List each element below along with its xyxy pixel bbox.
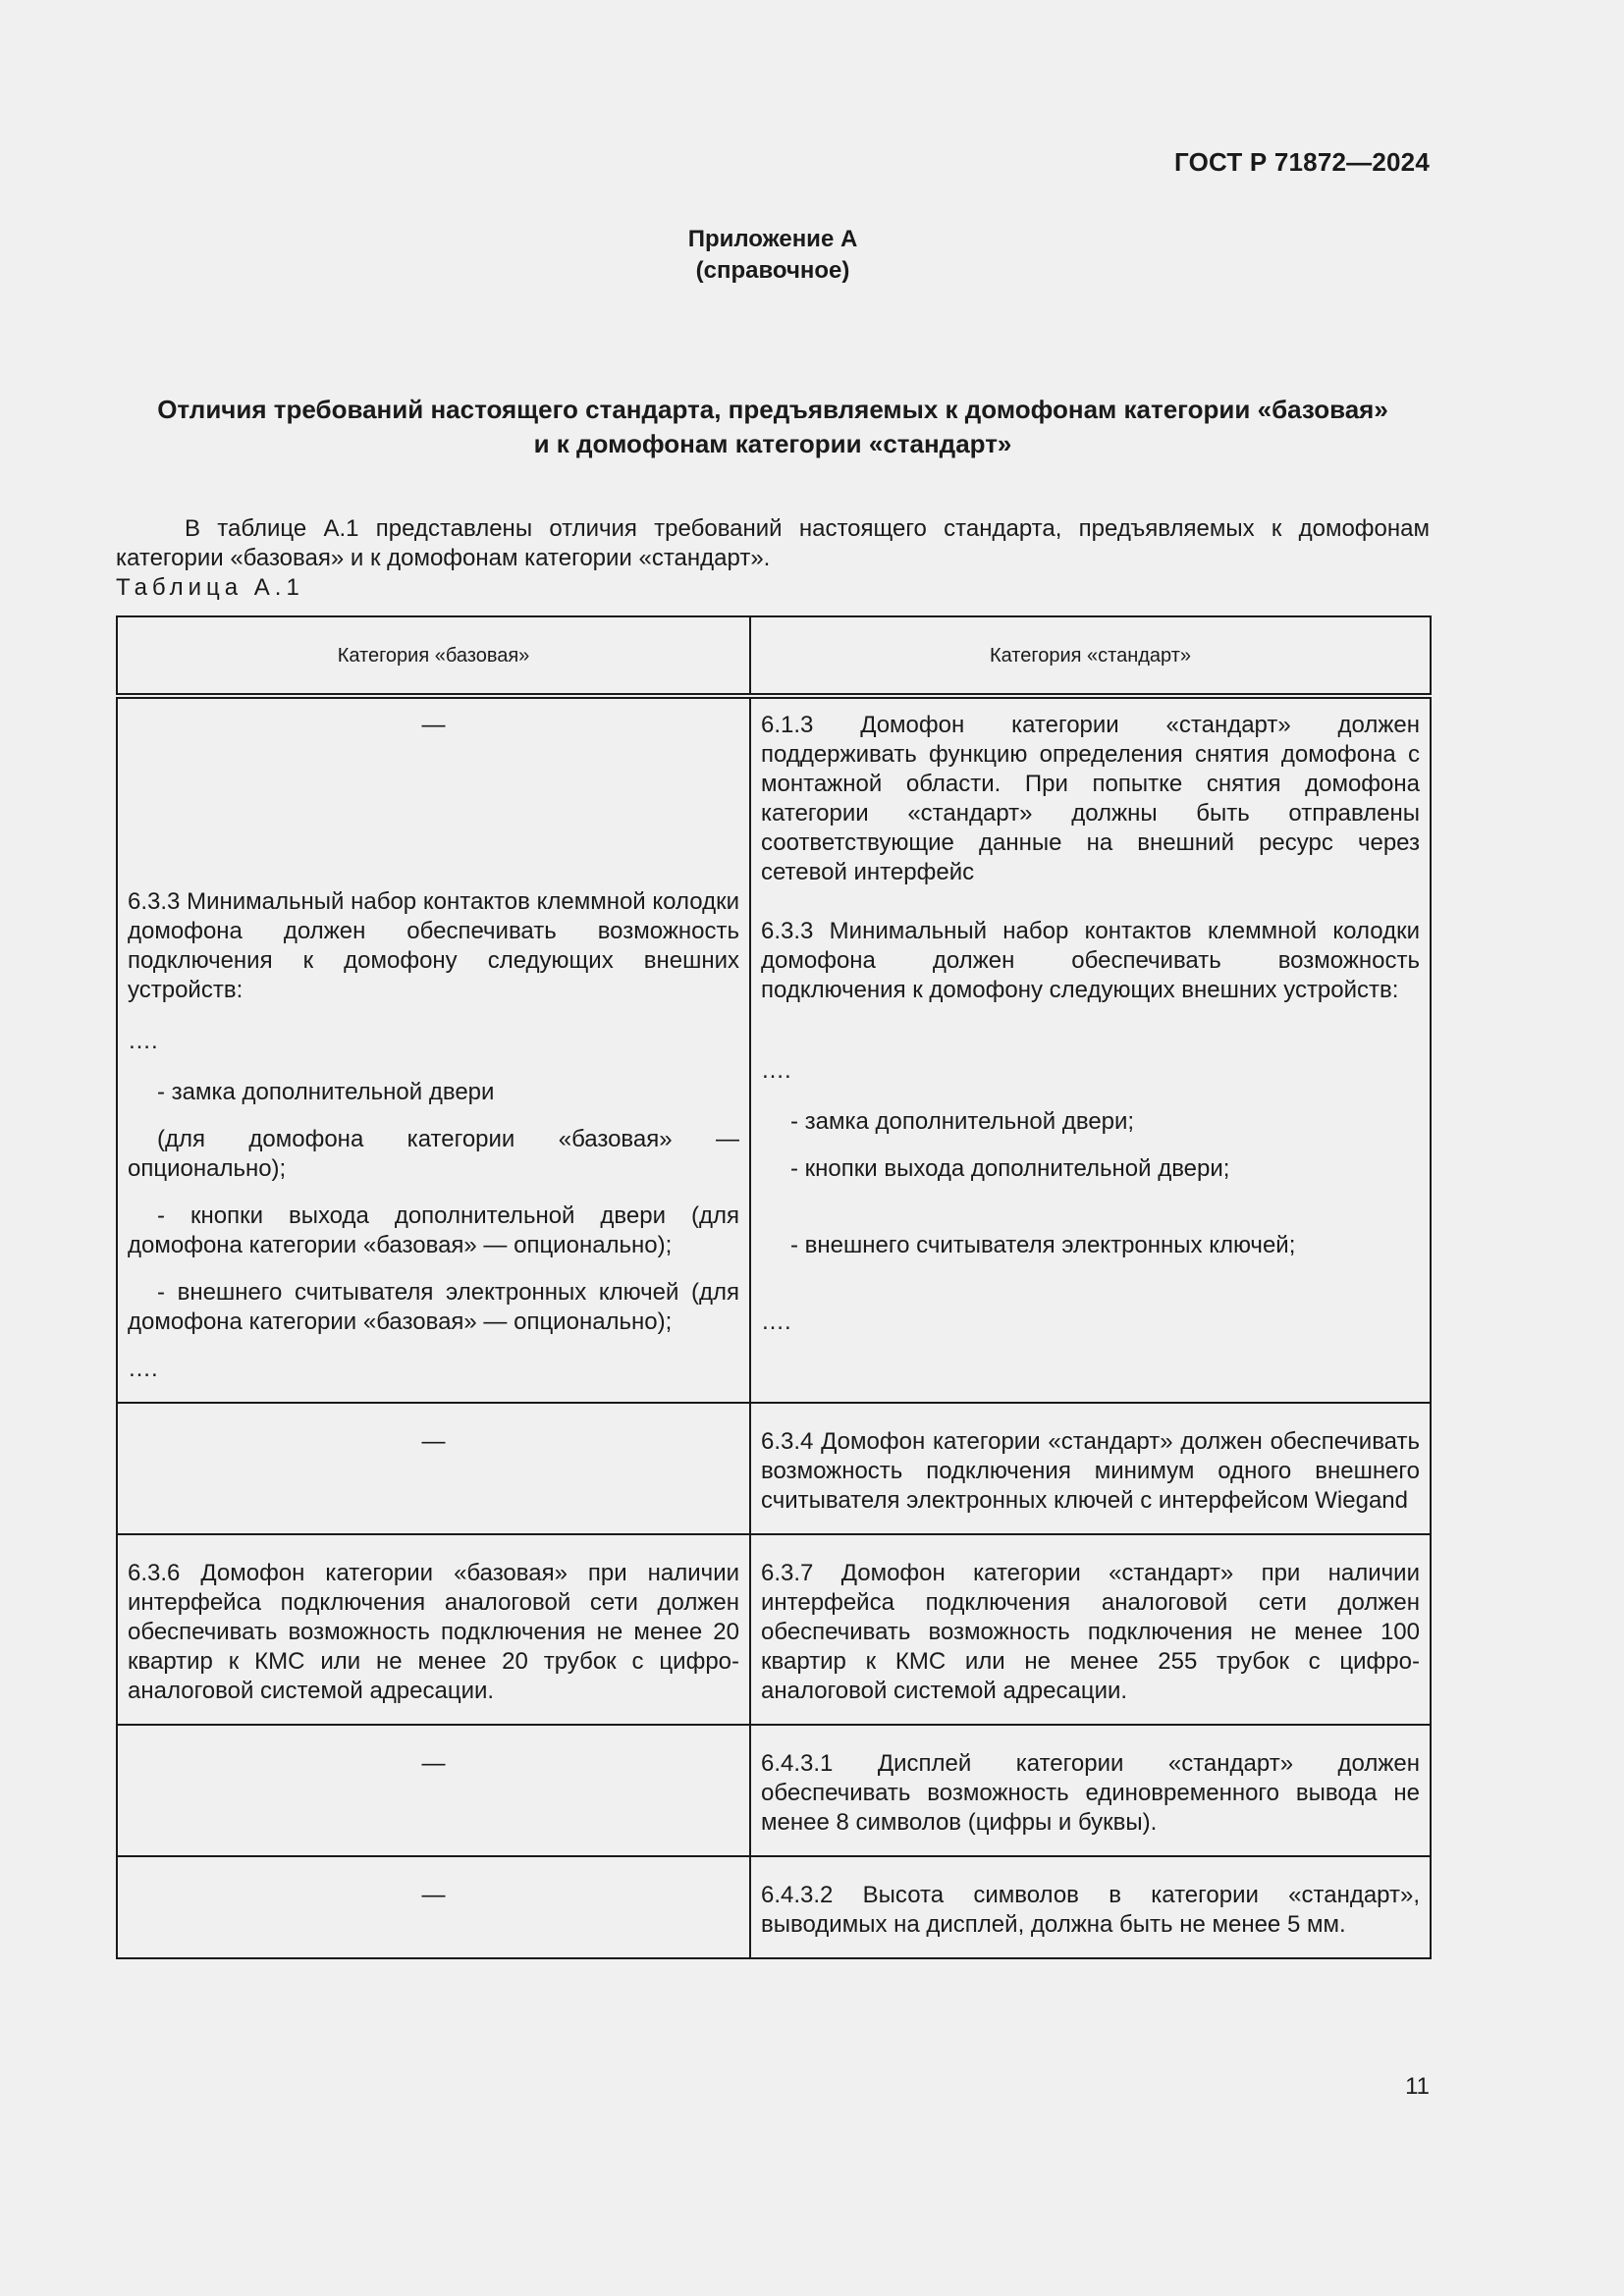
cell-basic — [117, 1534, 750, 1725]
table-row — [117, 1403, 1431, 1534]
list-item: (для домофона категории «базовая» — опционально); — [128, 1126, 739, 1182]
appendix-type: (справочное) — [695, 257, 850, 284]
standard-code: ГОСТ Р 71872—2024 — [1174, 147, 1430, 177]
ellipsis: …. — [761, 1057, 791, 1084]
intro-paragraph: В таблице А.1 представлены отличия требований настоящего стандарта, предъявляемых к домофонам категории «базовая» и к домофонам категории «стандарт». — [116, 515, 1430, 571]
dash: — — [421, 712, 446, 738]
clause-633-basic: 6.3.3 Минимальный набор контактов клеммной колодки домофона должен обеспечивать возможность подключения к домофону следующих внешних устройств: — [128, 888, 739, 1003]
cell-standard — [750, 1856, 1431, 1958]
cell-basic — [117, 696, 750, 1403]
dash: — — [421, 1882, 446, 1908]
cell-standard — [750, 1725, 1431, 1856]
ellipsis: …. — [761, 1308, 791, 1335]
cell-standard — [750, 1403, 1431, 1534]
table-label: Таблица А.1 — [116, 574, 304, 601]
comparison-table — [116, 615, 1432, 1959]
section-title-line-2: и к домофонам категории «стандарт» — [533, 429, 1012, 458]
dash: — — [421, 1750, 446, 1777]
clause-633-standard: 6.3.3 Минимальный набор контактов клеммной колодки домофона должен обеспечивать возможность подключения к домофону следующих внешних устройств: — [761, 918, 1420, 1003]
section-title — [116, 393, 1430, 461]
cell-basic — [117, 1725, 750, 1856]
cell-basic — [117, 1856, 750, 1958]
list-item: - внешнего считывателя электронных ключей; — [790, 1232, 1296, 1258]
clause-636: 6.3.6 Домофон категории «базовая» при наличии интерфейса подключения аналоговой сети должен обеспечивать возможность подключения не менее 20 квартир к КМС или не менее 20 трубок с цифро-аналоговой системой адресации. — [128, 1560, 739, 1704]
clause-6432: 6.4.3.2 Высота символов в категории «стандарт», выводимых на дисплей, должна быть не менее 5 мм. — [761, 1882, 1420, 1938]
list-item: - кнопки выхода дополнительной двери; — [790, 1155, 1230, 1182]
table-row — [117, 1856, 1431, 1958]
dash: — — [421, 1428, 446, 1455]
list-item: - замка дополнительной двери — [157, 1079, 495, 1105]
table-header-row — [117, 616, 1431, 696]
section-title-line-1: Отличия требований настоящего стандарта, предъявляемых к домофонам категории «базовая» — [157, 395, 1388, 424]
ellipsis: …. — [128, 1028, 158, 1054]
ellipsis: …. — [128, 1356, 158, 1382]
cell-standard — [750, 1534, 1431, 1725]
clause-637: 6.3.7 Домофон категории «стандарт» при наличии интерфейса подключения аналоговой сети должен обеспечивать возможность подключения не менее 100 квартир к КМС или не менее 255 трубок с цифро-аналоговой системой адресации. — [761, 1560, 1420, 1704]
clause-6431: 6.4.3.1 Дисплей категории «стандарт» должен обеспечивать возможность единовременного вывода не менее 8 символов (цифры и буквы). — [761, 1750, 1420, 1836]
list-item: - кнопки выхода дополнительной двери (для домофона категории «базовая» — опционально); — [128, 1202, 739, 1258]
header-standard: Категория «стандарт» — [750, 616, 1431, 696]
cell-standard — [750, 696, 1431, 1403]
appendix-heading — [0, 224, 1545, 287]
table-row — [117, 1534, 1431, 1725]
appendix-title: Приложение А — [687, 226, 858, 252]
header-basic: Категория «базовая» — [117, 616, 750, 696]
table-row — [117, 1725, 1431, 1856]
table-row — [117, 696, 1431, 1403]
clause-634: 6.3.4 Домофон категории «стандарт» должен обеспечивать возможность подключения минимум одного внешнего считывателя электронных ключей с интерфейсом Wiegand — [761, 1428, 1420, 1514]
list-item: - замка дополнительной двери; — [790, 1108, 1135, 1135]
cell-basic — [117, 1403, 750, 1534]
page-number: 11 — [1405, 2073, 1430, 2100]
clause-613: 6.1.3 Домофон категории «стандарт» должен поддерживать функцию определения снятия домофона с монтажной области. При попытке снятия домофона категории «стандарт» должны быть отправлены соответствующие данные на внешний ресурс через сетевой интерфейс — [761, 712, 1420, 885]
list-item: - внешнего считывателя электронных ключей (для домофона категории «базовая» — опционально); — [128, 1279, 739, 1335]
